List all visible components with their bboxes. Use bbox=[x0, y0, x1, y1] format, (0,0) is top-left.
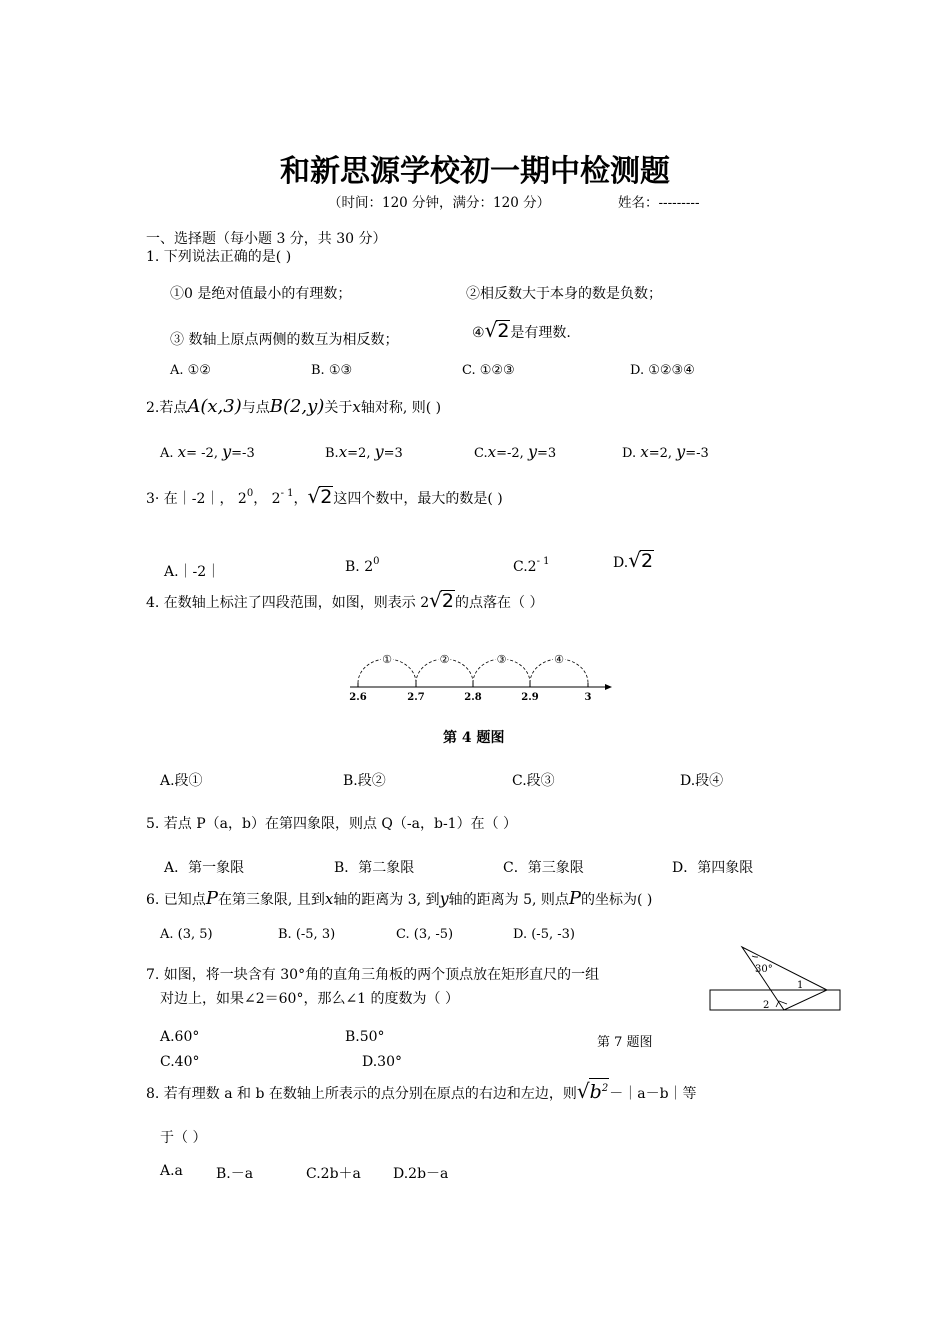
sqrt-symbol: √2 bbox=[429, 588, 455, 612]
q7-option-b: B.50° bbox=[345, 1029, 385, 1045]
q1-option-d: D. ①②③④ bbox=[630, 363, 695, 378]
number-line-arrow bbox=[605, 684, 612, 690]
segment-label: ④ bbox=[554, 653, 564, 666]
q5-stem: 5. 若点 P（a，b）在第四象限，则点 Q（-a，b-1）在（ ） bbox=[146, 816, 518, 832]
segment-label: ③ bbox=[496, 653, 507, 666]
exam-meta: （时间：120 分钟，满分：120 分） bbox=[328, 195, 551, 211]
number-line-tick-label: 2.8 bbox=[464, 692, 482, 703]
q7-figure-caption: 第 7 题图 bbox=[597, 1035, 653, 1050]
q5-option-b: B．第二象限 bbox=[334, 860, 415, 876]
q3-option-c: $C.2^{- 1}$ bbox=[513, 556, 550, 575]
number-line-tick-label: 2.9 bbox=[521, 692, 539, 703]
q7-option-c: C.40° bbox=[160, 1054, 200, 1070]
q2-point-a: A(x,3) bbox=[187, 396, 242, 417]
q5-option-a: A．第一象限 bbox=[164, 860, 245, 876]
angle-2-label: 2 bbox=[763, 1000, 770, 1011]
q1-option-c: C. ①②③ bbox=[462, 363, 515, 378]
q7-stem-line1: 7. 如图，将一块含有 30°角的直角三角板的两个顶点放在矩形直尺的一组 bbox=[146, 967, 600, 983]
section-heading: 一、选择题（每小题 3 分，共 30 分） bbox=[146, 231, 387, 247]
q1-s4-prefix: ④ bbox=[472, 325, 485, 341]
q2-option-b: B.x=2, y=3 bbox=[325, 442, 403, 461]
q2-suffix2: 轴对称, 则( ) bbox=[360, 400, 442, 416]
q2-option-d: D. x=2, y=-3 bbox=[622, 442, 709, 461]
q1-statement-2: ②相反数大于本身的数是负数； bbox=[466, 286, 662, 302]
q1-stem: 1. 下列说法正确的是( ) bbox=[146, 249, 292, 265]
q8-option-b: B.－a bbox=[216, 1166, 254, 1182]
q2-stem bbox=[146, 396, 441, 417]
sqrt-argument: 2 bbox=[497, 320, 510, 342]
number-line-tick-label: 2.6 bbox=[349, 692, 367, 703]
angle-1-label: 1 bbox=[797, 980, 804, 991]
q6-stem: 6. 已知点P在第三象限, 且到x轴的距离为 3, 到y轴的距离为 5, 则点P的坐标为( ) bbox=[146, 888, 653, 909]
q1-statement-4 bbox=[472, 318, 571, 342]
q7-option-a: A.60° bbox=[160, 1029, 200, 1045]
sqrt-symbol: $√b^2$ bbox=[576, 1079, 609, 1103]
q4-option-d: D.段④ bbox=[680, 773, 724, 789]
q5-option-d: D．第四象限 bbox=[672, 860, 754, 876]
q2-suffix: 关于 bbox=[324, 400, 353, 416]
q6-option-d: D. (-5, -3) bbox=[513, 927, 575, 942]
sqrt-symbol: √2 bbox=[307, 484, 333, 508]
name-field-label: 姓名：--------- bbox=[618, 195, 700, 211]
page-title: 和新思源学校初一期中检测题 bbox=[280, 154, 670, 189]
q4-option-b: B.段② bbox=[343, 773, 386, 789]
q8-stem-line1: 8. 若有理数 a 和 b 在数轴上所表示的点分别在原点的右边和左边，则$√b^2-|a-b|$等 bbox=[146, 1079, 697, 1103]
q1-option-a: A. ①② bbox=[170, 363, 211, 378]
q1-option-b: B. ①③ bbox=[311, 363, 353, 378]
q5-option-c: C．第三象限 bbox=[503, 860, 584, 876]
q6-option-a: A. (3, 5) bbox=[160, 927, 213, 942]
q1-statement-1: ①0 是绝对值最小的有理数； bbox=[170, 286, 352, 302]
q3-prefix: 3· 在｜-2｜， bbox=[146, 491, 234, 507]
q2-prefix: 2.若点 bbox=[146, 400, 188, 416]
q8-option-c: C.2b＋a bbox=[306, 1166, 361, 1182]
q7-stem-line2: 对边上，如果∠2＝60°，那么∠1 的度数为（ ） bbox=[160, 991, 459, 1007]
q1-statement-3: ③ 数轴上原点两侧的数互为相反数； bbox=[170, 332, 399, 348]
q2-axis: x bbox=[352, 398, 361, 416]
q3-option-a: A.｜-2｜ bbox=[164, 564, 221, 580]
q8-stem-line2: 于（ ） bbox=[160, 1130, 207, 1146]
number-line-tick-label: 2.7 bbox=[407, 692, 425, 703]
triangle-ruler-figure bbox=[705, 943, 845, 1015]
q4-option-a: A.段① bbox=[160, 773, 203, 789]
q7-option-d: D.30° bbox=[362, 1054, 402, 1070]
sqrt-symbol: √2 bbox=[484, 318, 510, 342]
q8-option-a: A.a bbox=[160, 1163, 183, 1179]
q3-stem: 3· 在｜-2｜， $2^0$， $2^{- 1}$，√2这四个数中，最大的数是( ) bbox=[146, 484, 503, 508]
segment-label: ① bbox=[382, 653, 392, 666]
q1-s4-suffix: 是有理数. bbox=[510, 325, 571, 341]
number-line-tick-label: 3 bbox=[584, 692, 592, 703]
sqrt-symbol: √2 bbox=[628, 548, 654, 572]
number-line-figure bbox=[340, 645, 620, 705]
q3-suffix: 这四个数中，最大的数是( ) bbox=[333, 491, 503, 507]
q4-figure-caption: 第 4 题图 bbox=[443, 730, 505, 746]
q3-option-d: D.√2 bbox=[613, 548, 654, 572]
set-square-triangle bbox=[742, 947, 827, 1010]
q2-point-b: B(2,y) bbox=[269, 396, 325, 417]
angle-30-arc bbox=[752, 956, 758, 957]
q4-stem: 4. 在数轴上标注了四段范围，如图，则表示 2√2的点落在（ ） bbox=[146, 588, 544, 612]
q6-option-b: B. (-5, 3) bbox=[278, 927, 336, 942]
q2-middle: 与点 bbox=[241, 400, 270, 416]
q8-option-d: D.2b－a bbox=[393, 1166, 449, 1182]
q6-option-c: C. (3, -5) bbox=[396, 927, 454, 942]
segment-label: ② bbox=[439, 653, 450, 666]
q2-option-c: C.x=-2, y=3 bbox=[474, 442, 557, 461]
q2-option-a: A. x= -2, y=-3 bbox=[160, 442, 255, 461]
q3-option-b: B. $2^0$ bbox=[345, 556, 380, 575]
angle-30-label: 30° bbox=[755, 964, 773, 975]
q4-option-c: C.段③ bbox=[512, 773, 555, 789]
